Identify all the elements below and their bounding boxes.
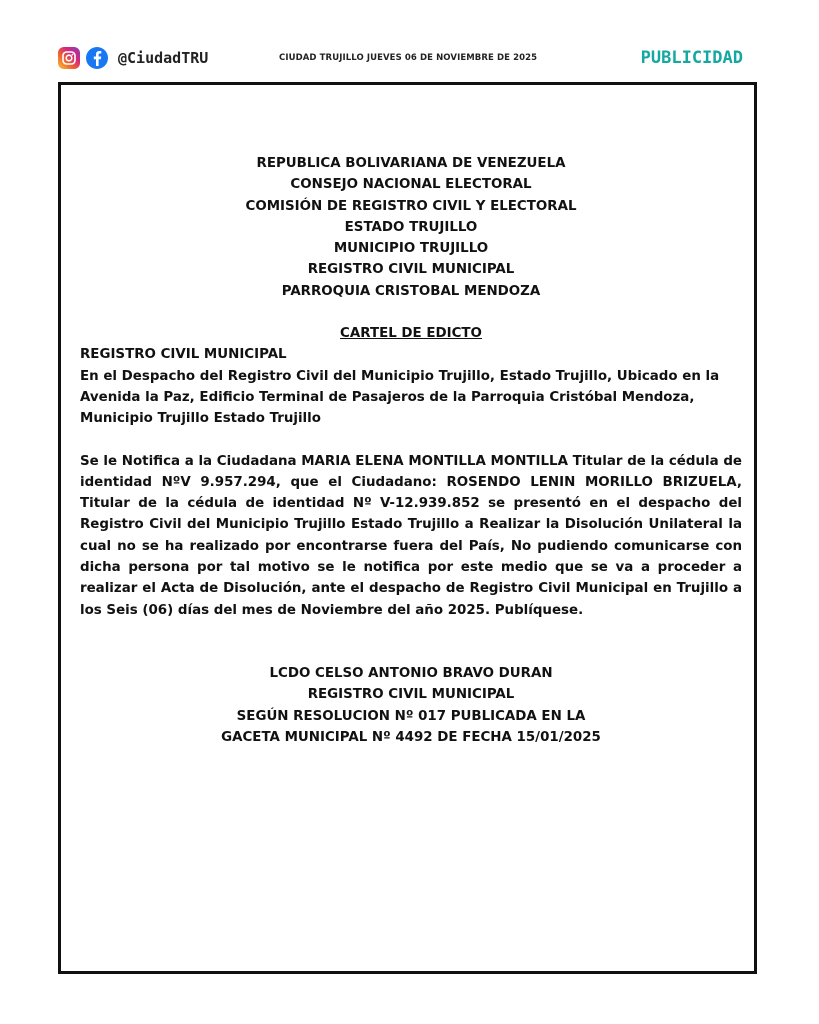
heading-line: PARROQUIA CRISTOBAL MENDOZA [281,283,541,299]
heading-line: CONSEJO NACIONAL ELECTORAL [290,177,532,193]
signature-line: REGISTRO CIVIL MUNICIPAL [307,687,515,703]
social-links [58,47,208,69]
section-label: PUBLICIDAD [640,48,743,68]
signature-line: LCDO CELSO ANTONIO BRAVO DURAN [269,665,553,681]
office-address: En el Despacho del Registro Civil del Municipio Trujillo, Estado Trujillo, Ubicado en la Avenida la Paz, Edificio Terminal de Pasajeros de la Parroquia Cristóbal Mendoza, Municipio Trujillo Estado Trujillo [80,368,720,427]
edict-frame [58,82,757,974]
edict-content [80,153,742,748]
office-name: REGISTRO CIVIL MUNICIPAL [80,347,287,363]
edict-title: CARTEL DE EDICTO [340,326,482,342]
instagram-icon [58,47,80,69]
facebook-icon [86,47,108,69]
heading-line: REPUBLICA BOLIVARIANA DE VENEZUELA [256,156,566,171]
heading-line: MUNICIPIO TRUJILLO [333,241,489,257]
page-header [58,44,758,74]
notice-paragraph: Se le Notifica a la Ciudadana MARIA ELENA MONTILLA MONTILLA Titular de la cédula de identidad NºV 9.957.294, que el Ciudadano: ROSENDO LENIN MORILLO BRIZUELA, Titular de la cédula de identidad Nº V-12.939.852 se presentó en el despacho del Registro Civil del Municipio Trujillo Estado Trujillo a Realizar la Disolución Unilateral la cual no se ha realizado por encontrarse fuera del País, No pudiendo comunicarse con dicha persona por tal motivo se le notifica por este medio que se va a proceder a realizar el Acta de Disolución, ante el despacho de Registro Civil Municipal en Trujillo a los Seis (06) días del mes de Noviembre del año 2025. Publíquese. [80,453,742,618]
heading-line: COMISIÓN DE REGISTRO CIVIL Y ELECTORAL [245,198,577,214]
signature-block [80,663,742,748]
edict-heading [80,153,742,302]
heading-line: REGISTRO CIVIL MUNICIPAL [307,262,515,278]
social-handle: @CiudadTRU [118,49,209,67]
signature-line: GACETA MUNICIPAL Nº 4492 DE FECHA 15/01/2025 [221,729,601,745]
publication-dateline: CIUDAD TRUJILLO JUEVES 06 DE NOVIEMBRE DE 2025 [279,53,538,63]
heading-line: ESTADO TRUJILLO [344,219,478,235]
signature-line: SEGÚN RESOLUCION Nº 017 PUBLICADA EN LA [236,708,586,724]
